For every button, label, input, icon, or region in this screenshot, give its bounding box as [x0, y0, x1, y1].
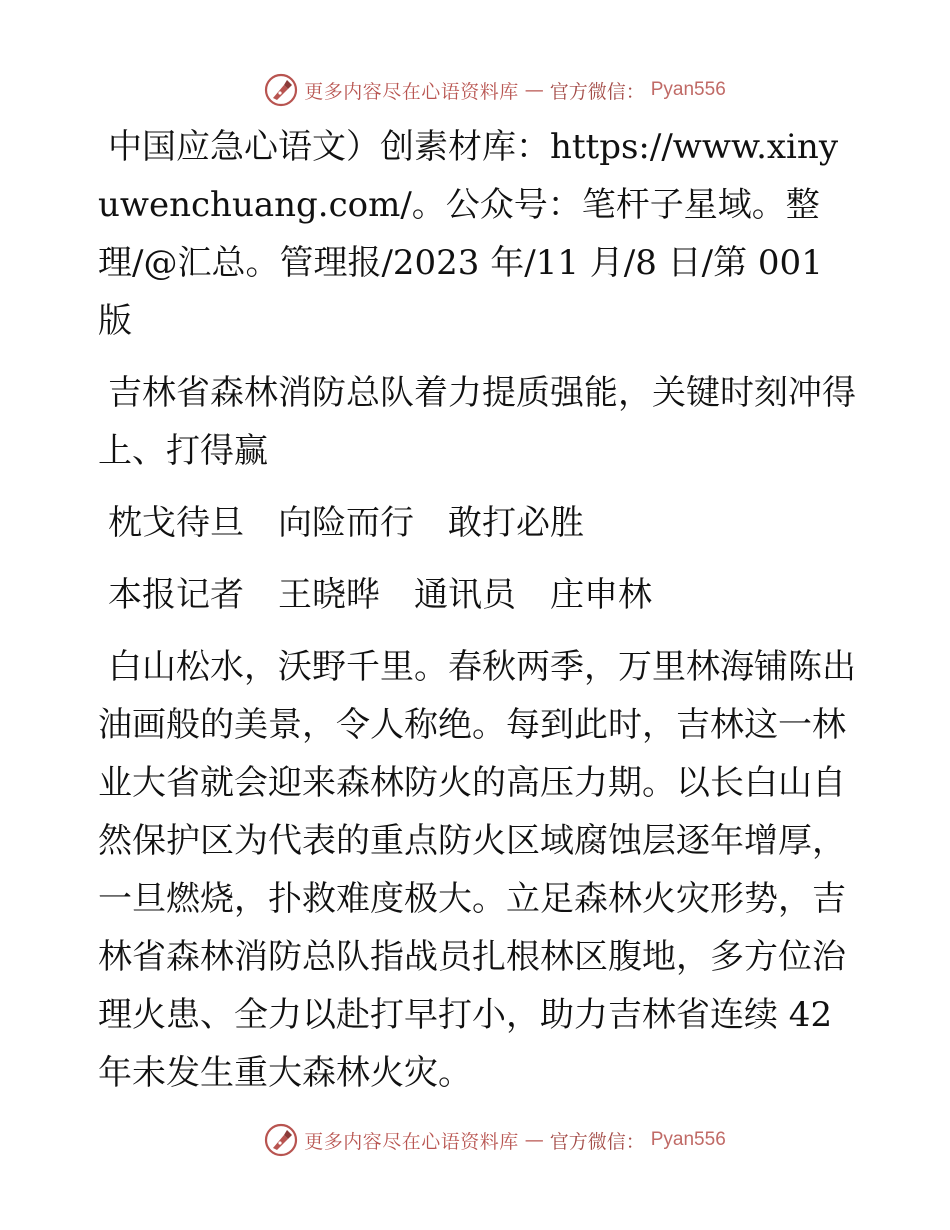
headline: 吉林省森林消防总队着力提质强能，关键时刻冲得上、打得赢 — [98, 373, 856, 471]
banner-content — [264, 73, 726, 107]
pen-nib-logo-icon — [264, 73, 298, 107]
header-watermark-banner — [0, 70, 950, 110]
subheadline: 枕戈待旦 向险而行 敢打必胜 — [108, 503, 584, 543]
pen-nib-logo-icon — [264, 1123, 298, 1157]
banner-wechat-id: Pyan556 — [650, 79, 726, 100]
banner-content — [264, 1123, 726, 1157]
banner-tagline: 更多内容尽在心语资料库 — [304, 80, 519, 103]
source-line: 中国应急心语文）创素材库：https://www.xinyuwenchuang.com/。公众号：笔杆子星域。整理/@汇总。管理报/2023 年/11 月/8 日/第 001 版 — [98, 127, 839, 341]
banner-tagline: 更多内容尽在心语资料库 — [304, 1130, 519, 1153]
byline: 本报记者 王晓晔 通讯员 庄申林 — [108, 575, 652, 615]
banner-separator: — — [524, 79, 544, 101]
banner-official-label: 官方微信： — [549, 80, 645, 103]
banner-official-label: 官方微信： — [549, 1130, 645, 1153]
footer-watermark-banner — [0, 1120, 950, 1160]
article-body — [98, 118, 858, 1116]
body-paragraph: 白山松水，沃野千里。春秋两季，万里林海铺陈出油画般的美景，令人称绝。每到此时，吉林这一林业大省就会迎来森林防火的高压力期。以长白山自然保护区为代表的重点防火区域腐蚀层逐年增厚，一旦燃烧，扑救难度极大。立足森林火灾形势，吉林省森林消防总队指战员扎根林区腹地，多方位治理火患、全力以赴打早打小，助力吉林省连续 42 年未发生重大森林火灾。 — [98, 647, 856, 1093]
banner-wechat-id: Pyan556 — [650, 1129, 726, 1150]
banner-separator: — — [524, 1129, 544, 1151]
